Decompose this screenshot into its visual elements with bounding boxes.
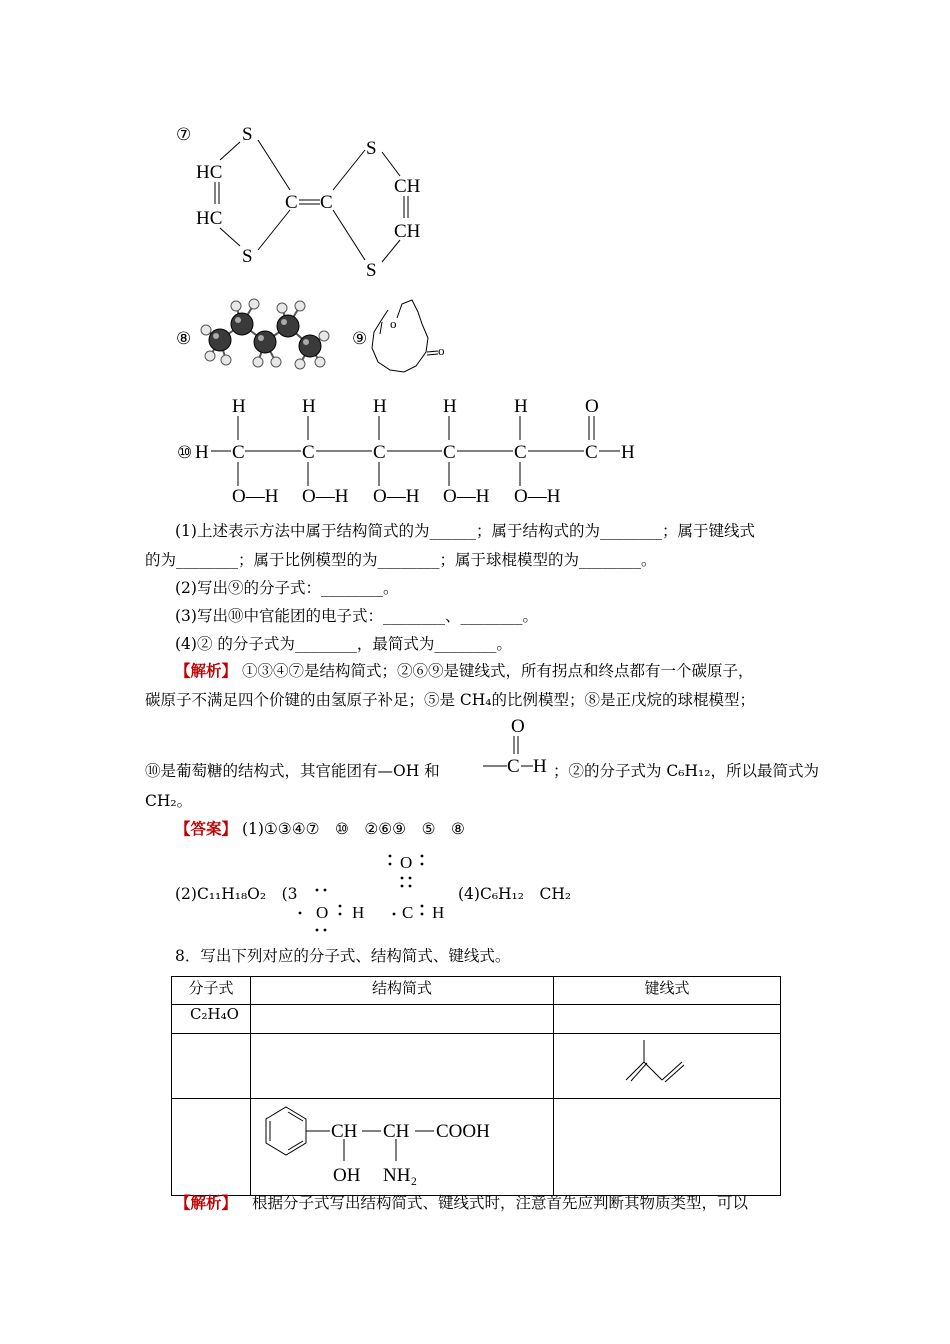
atom-s3: S — [366, 138, 377, 159]
label-8: ⑧ — [176, 329, 192, 348]
structure-7 — [170, 120, 470, 280]
svg-text:H: H — [443, 396, 457, 417]
label-9: ⑨ — [352, 329, 368, 348]
question-2: (2)写出⑨的分子式：________。 — [175, 579, 399, 597]
row1-skeletal-blank[interactable] — [554, 1005, 781, 1034]
structure-7-svg — [170, 120, 470, 280]
header-structure: 结构简式 — [251, 977, 554, 1005]
ring-oxygen: o — [390, 316, 397, 331]
row2-structure-blank[interactable] — [251, 1034, 554, 1099]
header-skeletal: 键线式 — [554, 977, 781, 1005]
svg-text:C: C — [302, 442, 315, 463]
label-10: ⑩ — [177, 443, 193, 462]
structure-8 — [170, 292, 340, 382]
carbonyl-oxygen: o — [438, 343, 445, 358]
ball-stick-model — [170, 292, 340, 382]
svg-text:O—H: O—H — [232, 486, 279, 507]
svg-text:CH: CH — [331, 1121, 358, 1142]
electron-formulas — [290, 848, 460, 934]
svg-text:O: O — [400, 853, 413, 872]
analysis-text-1: ①③④⑦是结构简式；②⑥⑨是键线式，所有拐点和终点都有一个碳原子， — [241, 662, 754, 680]
svg-text:O—H: O—H — [514, 486, 561, 507]
svg-text:H: H — [302, 396, 316, 417]
svg-text:O—H: O—H — [443, 486, 490, 507]
analysis-2-text: 根据分子式写出结构简式、键线式时，注意首先应判断其物质类型，可以 — [251, 1194, 748, 1212]
amino-acid-structure — [251, 1099, 553, 1191]
isoprene-skeletal — [554, 1034, 780, 1094]
svg-text:C: C — [232, 442, 245, 463]
atom-hc2: HC — [196, 208, 223, 229]
svg-text:C: C — [507, 756, 520, 776]
structure-10 — [175, 392, 655, 510]
bonds-7 — [215, 140, 408, 262]
question-8-title: 8．写出下列对应的分子式、结构简式、键线式。 — [175, 947, 511, 965]
svg-text:C: C — [585, 442, 598, 463]
atom-s1: S — [242, 124, 253, 145]
svg-text:H: H — [432, 903, 445, 922]
analysis-text-3b: ；②的分子式为 C₆H₁₂，所以最简式为 — [553, 762, 819, 780]
row3-formula-blank[interactable] — [172, 1099, 251, 1196]
header-formula: 分子式 — [172, 977, 251, 1005]
question-8-table — [171, 976, 781, 1196]
analysis-2-tag: 【解析】 — [175, 1193, 238, 1212]
atom-hc1: HC — [196, 162, 223, 183]
atom-s4: S — [366, 260, 377, 280]
svg-text:NH₂: NH₂ — [383, 1165, 418, 1186]
glucose-structure — [175, 392, 655, 510]
row3-structure — [251, 1099, 554, 1196]
row1-structure-blank[interactable] — [251, 1005, 554, 1034]
svg-text:O—H: O—H — [302, 486, 349, 507]
answer-part-2: (2)C₁₁H₁₈O₂ (3 — [175, 885, 298, 903]
analysis-tag: 【解析】 — [175, 661, 238, 680]
svg-text:O: O — [585, 396, 599, 417]
analysis-line-4: CH₂。 — [145, 792, 193, 810]
answer-tag: 【答案】 — [175, 819, 238, 838]
answer-line-1 — [175, 818, 465, 840]
question-1: (1)上述表示方法中属于结构简式的为______；属于结构式的为________；属于键线式 — [175, 522, 755, 540]
atom-s2: S — [242, 246, 253, 267]
analysis-line-1 — [175, 660, 753, 682]
row2-formula-blank[interactable] — [172, 1034, 251, 1099]
row3-skeletal-blank[interactable] — [554, 1099, 781, 1196]
svg-text:CH: CH — [383, 1121, 410, 1142]
atom-c1: C — [285, 192, 298, 213]
svg-text:H: H — [533, 756, 547, 776]
svg-text:C: C — [514, 442, 527, 463]
aldehyde-group — [481, 712, 551, 776]
svg-text:H: H — [352, 903, 365, 922]
skeletal-lactone — [350, 292, 460, 382]
question-1-cont: 的为________；属于比例模型的为________；属于球棍模型的为________。 — [145, 551, 657, 569]
svg-text:C: C — [443, 442, 456, 463]
structure-9 — [350, 292, 460, 382]
atom-h-left: H — [195, 442, 209, 463]
svg-text:O—H: O—H — [373, 486, 420, 507]
analysis-text-3a: ⑩是葡萄糖的结构式，其官能团有—OH 和 — [145, 762, 440, 780]
svg-text:H: H — [514, 396, 528, 417]
electron-dot-svg — [290, 848, 460, 934]
svg-text:H: H — [373, 396, 387, 417]
svg-text:C: C — [373, 442, 386, 463]
svg-text:H: H — [621, 442, 635, 463]
svg-text:O: O — [316, 903, 329, 922]
analysis-line-3 — [145, 712, 845, 780]
analysis-line-2: 碳原子不满足四个价键的由氢原子补足；⑤是 CH₄的比例模型；⑧是正戊烷的球棍模型； — [145, 691, 756, 709]
svg-text:H: H — [232, 396, 246, 417]
atom-ch2: CH — [394, 221, 421, 242]
analysis-2-line — [175, 1192, 748, 1214]
atom-c2: C — [320, 192, 333, 213]
svg-text:C: C — [402, 903, 414, 922]
svg-text:O: O — [511, 716, 525, 737]
label-7: ⑦ — [176, 125, 192, 144]
question-3: (3)写出⑩中官能团的电子式：________、________。 — [175, 607, 538, 625]
row1-formula: C₂H₄O — [172, 1005, 251, 1034]
svg-text:COOH: COOH — [436, 1121, 490, 1142]
svg-text:OH: OH — [333, 1165, 361, 1186]
answer-part-4: (4)C₆H₁₂ CH₂ — [458, 885, 572, 903]
row2-skeletal — [554, 1034, 781, 1099]
answer-text-1: (1)①③④⑦ ⑩ ②⑥⑨ ⑤ ⑧ — [241, 820, 465, 838]
question-4: (4)② 的分子式为________，最简式为________。 — [175, 635, 512, 653]
atom-ch1: CH — [394, 176, 421, 197]
